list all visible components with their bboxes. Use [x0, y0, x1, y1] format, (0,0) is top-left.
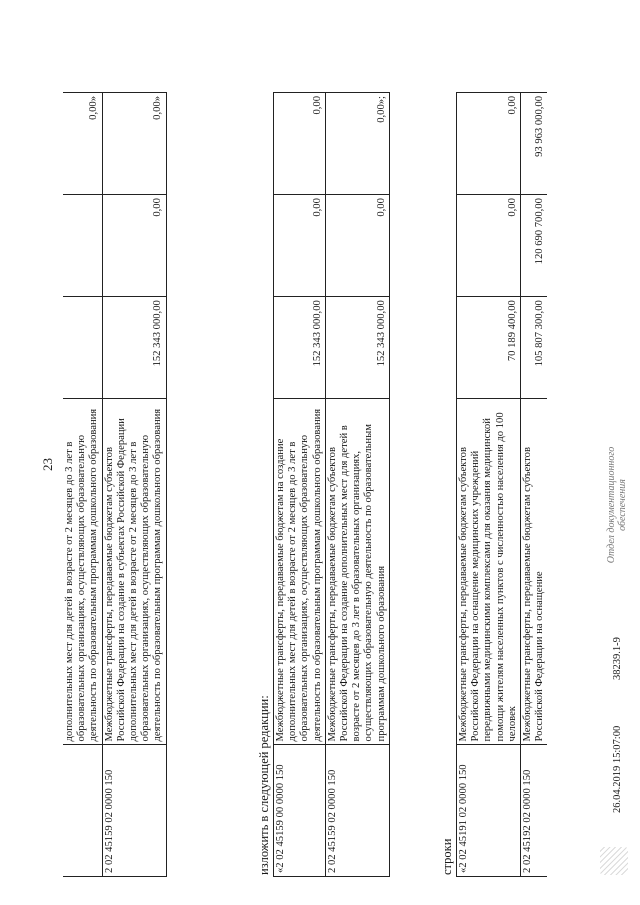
- scan-mark: [600, 847, 628, 875]
- description-cell: дополнительных мест для детей в возрасте от 2 месяцев до 3 лет в образовательных организациях, осуществляющих образовательную деятельность по образовательным программам дошкольного образования: [63, 399, 102, 745]
- rows-label: строки: [440, 838, 454, 875]
- value-cell: 0,00: [102, 195, 166, 297]
- code-cell: 2 02 45159 02 0000 150: [102, 745, 166, 877]
- code-cell: «2 02 45191 02 0000 150: [457, 745, 521, 877]
- code-cell: «2 02 45159 00 0000 150: [274, 745, 326, 877]
- value-cell: 93 963 000,00: [521, 93, 548, 195]
- value-cell: 120 690 700,00: [521, 195, 548, 297]
- value-cell: 0,00: [274, 93, 326, 195]
- value-cell: 0,00»: [102, 93, 166, 195]
- value-cell: [63, 297, 102, 399]
- page-number: 23: [40, 458, 55, 471]
- description-cell: Межбюджетные трансферты, передаваемые бюджетам субъектов Российской Федерации на оснащение медицинских учреждений передвижными медицинскими комплексами для оказания медицинской помощи жителям населенных пунктов с численностью населения до 100 человек: [457, 399, 521, 745]
- description-cell: Межбюджетные трансферты, передаваемые бюджетам на создание дополнительных мест для детей в возрасте от 2 месяцев до 3 лет в образовательных организациях, осуществляющих образовательную деятельность по образовательным программам дошкольного образования: [274, 399, 326, 745]
- code-cell: 2 02 45192 02 0000 150: [521, 745, 548, 877]
- value-cell: 0,00»;: [325, 93, 389, 195]
- value-cell: 0,00: [325, 195, 389, 297]
- code-cell: [63, 745, 102, 877]
- table-row: [521, 93, 548, 877]
- table-row: [102, 93, 166, 877]
- description-cell: Межбюджетные трансферты, передаваемые бюджетам субъектов Российской Федерации на создание в субъектах Российской Федерации дополнительных мест для детей в возрасте от 2 месяцев до 3 лет в образовательных организациях, осуществляющих образовательную деятельность по образовательным программам дошкольного образования: [102, 399, 166, 745]
- value-cell: 0,00: [457, 93, 521, 195]
- value-cell: 105 807 300,00: [521, 297, 548, 399]
- table-row: [325, 93, 389, 877]
- budget-table-2: [273, 92, 390, 877]
- value-cell: 0,00»: [63, 93, 102, 195]
- footer-doc-code: 38239.1-9: [612, 637, 623, 680]
- stamp-line-2: обеспечения: [617, 479, 628, 531]
- code-cell: 2 02 45159 02 0000 150: [325, 745, 389, 877]
- value-cell: 0,00: [274, 195, 326, 297]
- value-cell: [63, 195, 102, 297]
- budget-table-3: [456, 92, 547, 877]
- new-edition-label: изложить в следующей редакции:: [257, 695, 271, 875]
- value-cell: 152 343 000,00: [274, 297, 326, 399]
- description-cell: Межбюджетные трансферты, передаваемые бюджетам субъектов Российской Федерации на создание дополнительных мест для детей в возрасте от 2 месяцев до 3 лет в образовательных организациях, осуществляющих образовательную деятельность по образовательным программам дошкольного образования: [325, 399, 389, 745]
- value-cell: 0,00: [457, 195, 521, 297]
- value-cell: 152 343 000,00: [102, 297, 166, 399]
- budget-table-1: [63, 92, 167, 877]
- stamp-line-1: Отдел документационного: [606, 446, 617, 564]
- description-cell: Межбюджетные трансферты, передаваемые бюджетам субъектов Российской Федерации на оснащение: [521, 399, 548, 745]
- table-row: [274, 93, 326, 877]
- value-cell: 152 343 000,00: [325, 297, 389, 399]
- table-row: [63, 93, 102, 877]
- table-row: [457, 93, 521, 877]
- department-stamp: [606, 435, 628, 575]
- footer-timestamp: 26.04.2019 15:07:00: [612, 725, 623, 813]
- value-cell: 70 189 400,00: [457, 297, 521, 399]
